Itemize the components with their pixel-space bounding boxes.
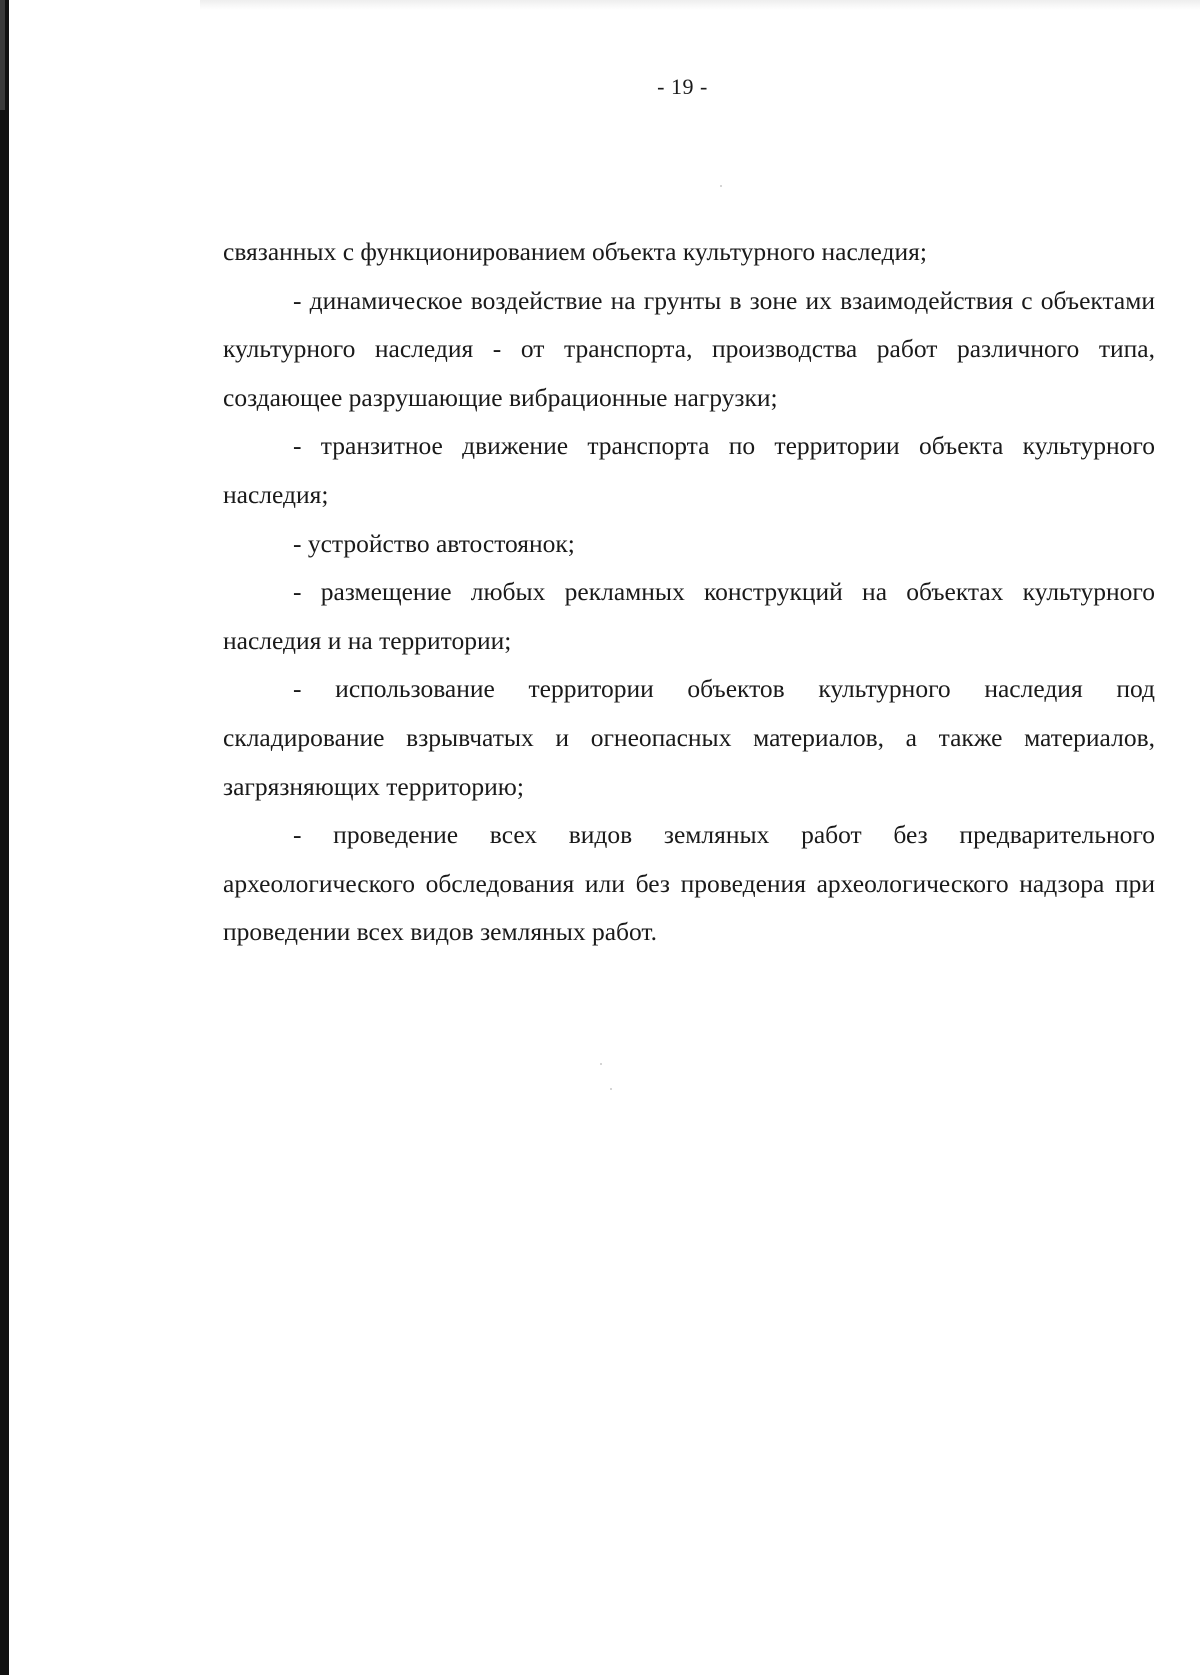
scan-left-edge: [0, 0, 9, 1675]
list-item-parking: - устройство автостоянок;: [293, 528, 575, 558]
list-item-dynamic-impact: - динамическое воздействие на грунты в зоне их взаимодействия с объектами культурного наследия - от транспорта, производства работ различного типа, создающее разрушающие вибрационные нагрузки;: [223, 285, 1155, 412]
list-item-earthworks: - проведение всех видов земляных работ без предварительного археологического обследования или без проведения археологического надзора при проведении всех видов земляных работ.: [223, 820, 1155, 947]
paragraph-continuation: связанных с функционированием объекта культурного наследия;: [223, 237, 927, 266]
scan-top-shadow: [200, 0, 1200, 10]
scan-speck: [720, 185, 722, 187]
list-item-hazardous-storage: - использование территории объектов культурного наследия под складирование взрывчатых и огнеопасных материалов, а также материалов, загрязняющих территорию;: [223, 674, 1155, 801]
list-item-advertising: - размещение любых рекламных конструкций на объектах культурного наследия и на территории;: [223, 577, 1155, 655]
list-item-transit-traffic: - транзитное движение транспорта по территории объекта культурного наследия;: [223, 431, 1155, 509]
scan-speck: [600, 1063, 602, 1065]
document-body: [223, 228, 1155, 957]
scan-speck: [610, 1088, 612, 1090]
page-number: - 19 -: [657, 74, 708, 99]
